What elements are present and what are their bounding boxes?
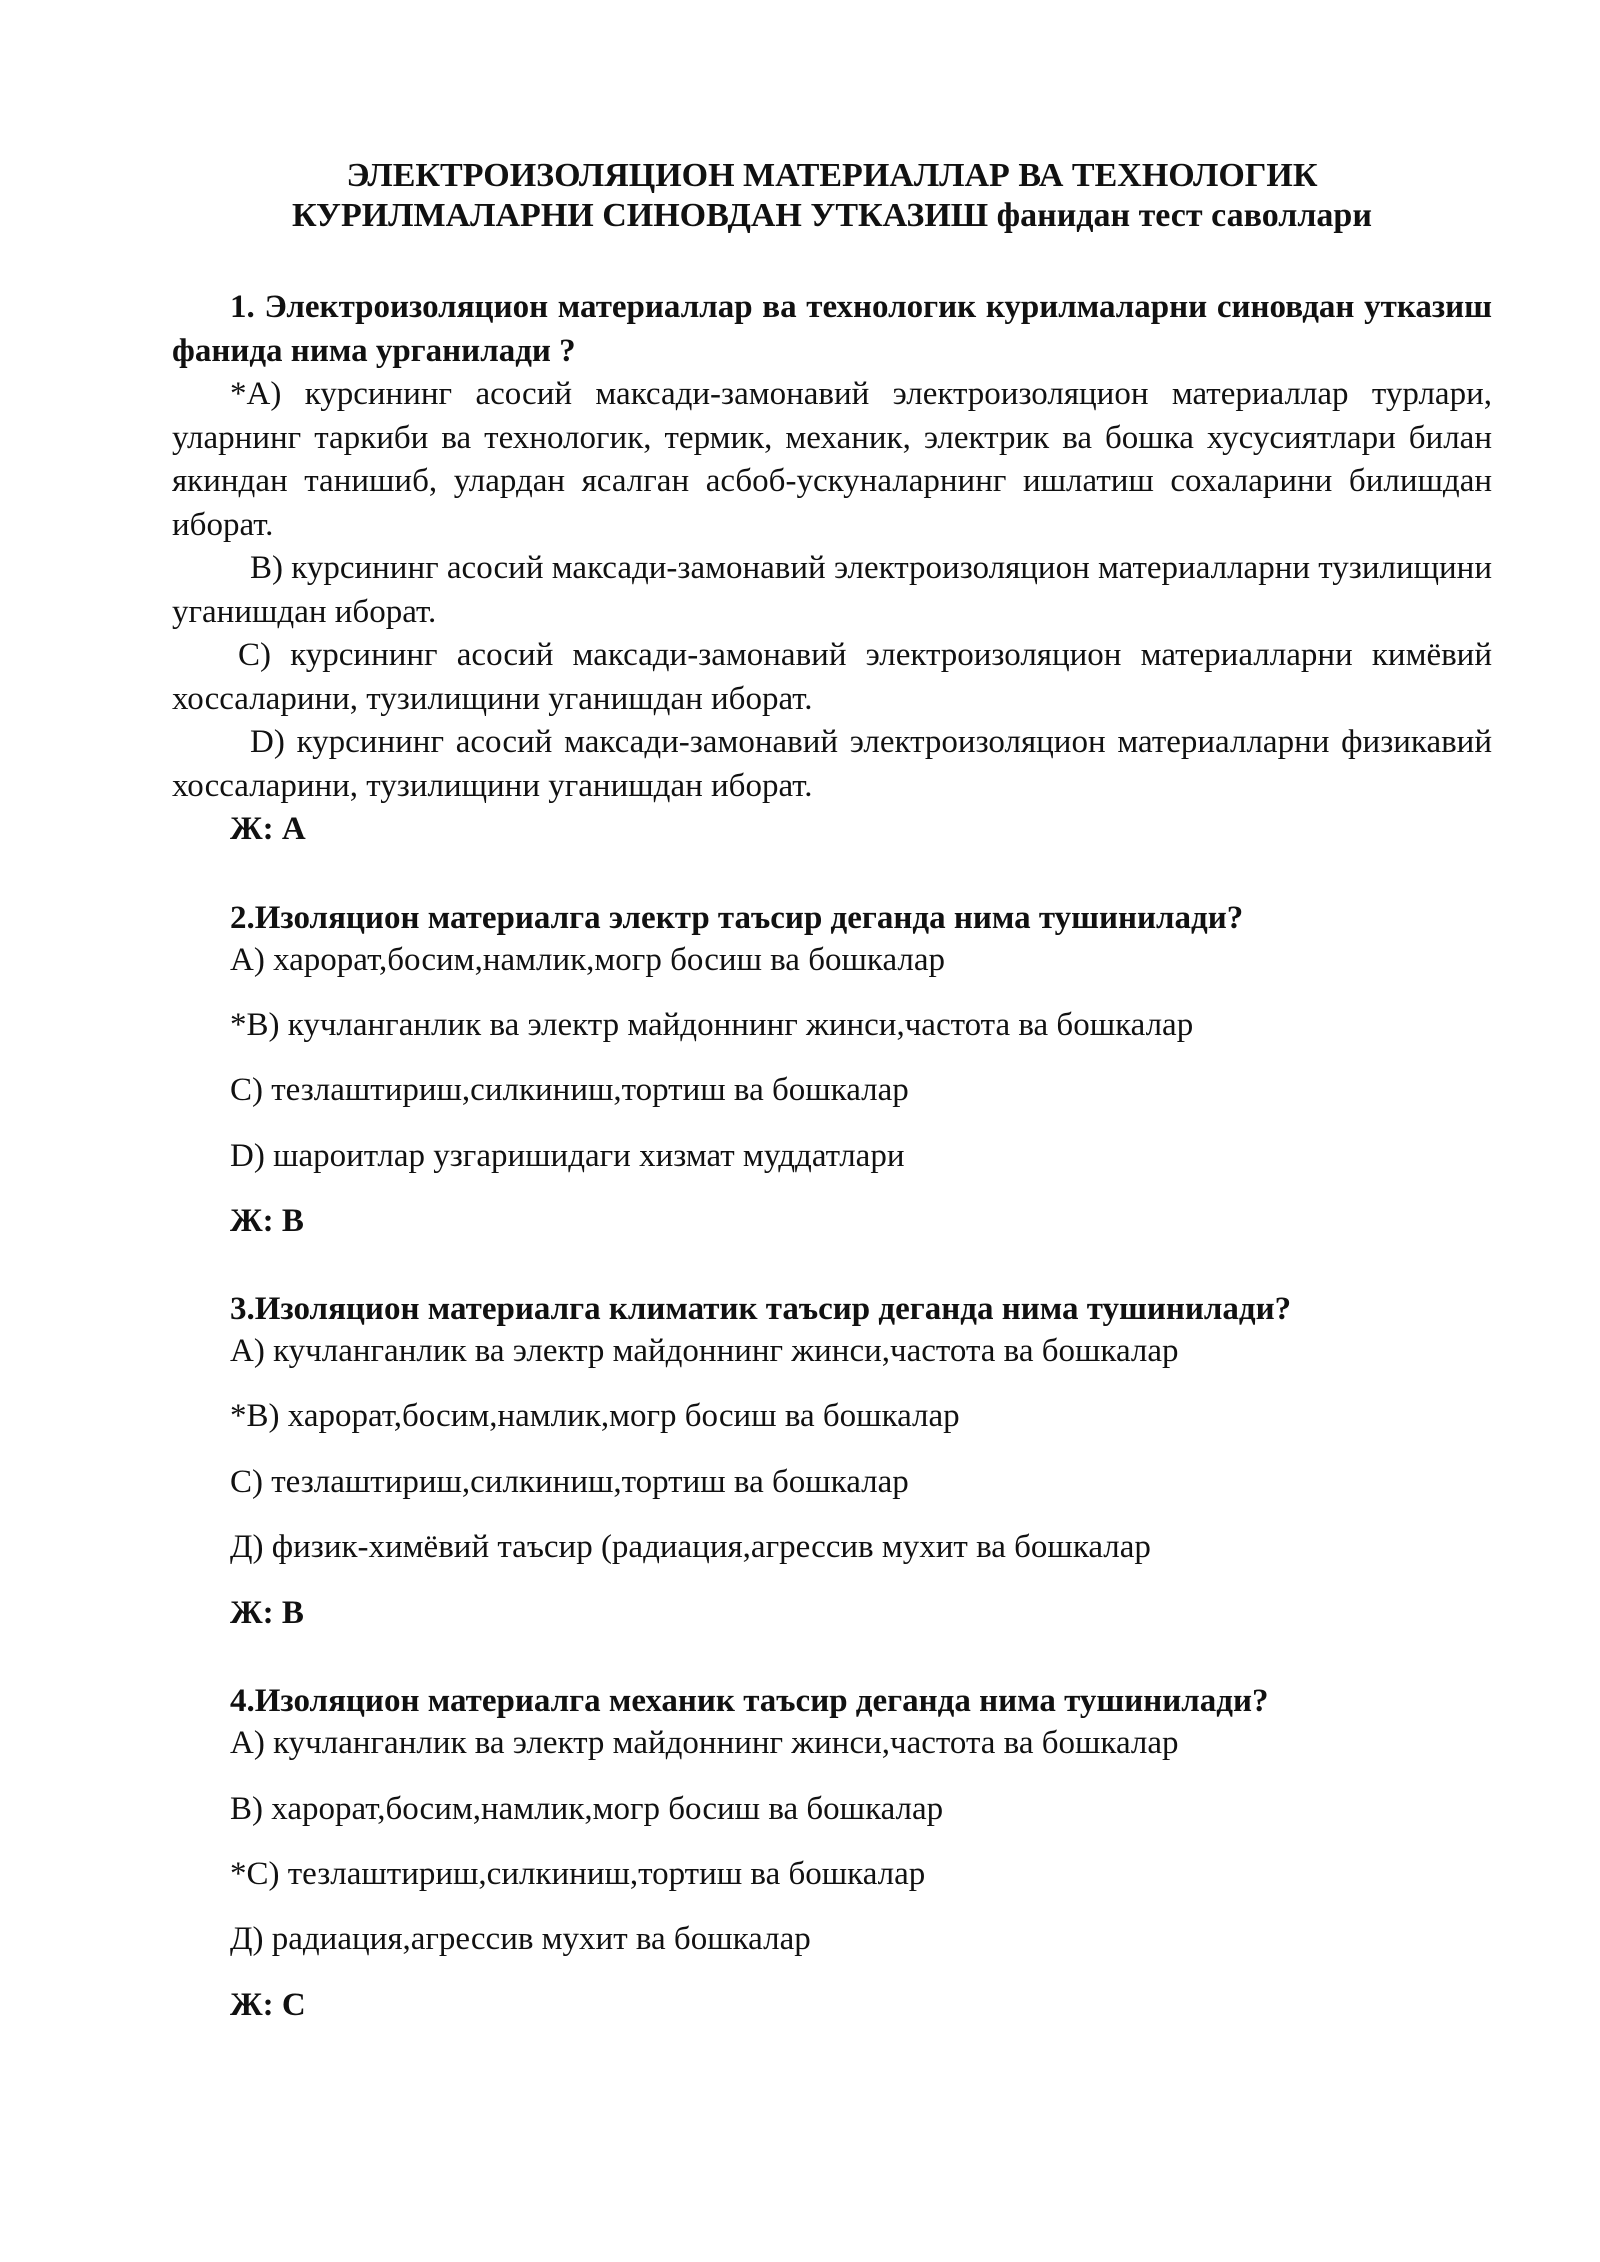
title-line-1: ЭЛЕКТРОИЗОЛЯЦИОН МАТЕРИАЛЛАР ВА ТЕХНОЛОГИК xyxy=(346,157,1318,194)
question-2-option-c: С) тезлаштириш,силкиниш,тортиш ва бошкалар xyxy=(230,1072,909,1108)
question-4-option-c: *С) тезлаштириш,силкиниш,тортиш ва бошкалар xyxy=(230,1856,926,1892)
question-4-option-b: В) харорат,босим,намлик,могр босиш ва бошкалар xyxy=(230,1791,944,1827)
question-1-option-b: В) курсининг асосий максади-замонавий электроизоляцион материалларни тузилищини уганишдан иборат. xyxy=(172,550,1492,630)
question-3-text: 3.Изоляцион материалга климатик таъсир деганда нима тушинилади? xyxy=(230,1291,1292,1327)
question-1-answer: Ж: А xyxy=(230,811,306,847)
question-1-option-d: D) курсининг асосий максади-замонавий электроизоляцион материалларни физикавий хоссаларини, тузилищини уганишдан иборат. xyxy=(172,724,1492,804)
question-3-option-a: А) кучланганлик ва электр майдоннинг жинси,частота ва бошкалар xyxy=(230,1333,1179,1369)
question-3-answer: Ж: В xyxy=(230,1595,304,1631)
question-3-option-b: *В) харорат,босим,намлик,могр босиш ва бошкалар xyxy=(230,1398,960,1434)
question-2-option-b: *В) кучланганлик ва электр майдоннинг жинси,частота ва бошкалар xyxy=(230,1007,1194,1043)
question-1-text: 1. Электроизоляцион материаллар ва технологик курилмаларни синовдан утказиш фанида нима урганилади ? xyxy=(172,289,1492,369)
question-3-option-c: С) тезлаштириш,силкиниш,тортиш ва бошкалар xyxy=(230,1464,909,1500)
question-3-option-d: Д) физик-химёвий таъсир (радиация,агрессив мухит ва бошкалар xyxy=(230,1529,1151,1565)
question-1 xyxy=(172,286,1492,808)
document-title xyxy=(172,156,1492,236)
question-2-text: 2.Изоляцион материалга электр таъсир деганда нима тушинилади? xyxy=(230,900,1244,936)
question-2-option-d: D) шароитлар узгаришидаги хизмат муддатлари xyxy=(230,1138,905,1174)
question-4-option-a: А) кучланганлик ва электр майдоннинг жинси,частота ва бошкалар xyxy=(230,1725,1179,1761)
question-2-answer: Ж: В xyxy=(230,1203,304,1239)
question-4-option-d: Д) радиация,агрессив мухит ва бошкалар xyxy=(230,1921,811,1957)
question-1-option-a: *А) курсининг асосий максади-замонавий электроизоляцион материаллар турлари, уларнинг таркиби ва технологик, термик, механик, электрик ва бошка хусусиятлари билан якиндан танишиб, улардан ясалган асбоб-ускуналарнинг ишлатиш сохаларини билишдан иборат. xyxy=(172,376,1492,543)
question-4-text: 4.Изоляцион материалга механик таъсир деганда нима тушинилади? xyxy=(230,1683,1269,1719)
question-1-option-c: С) курсининг асосий максади-замонавий электроизоляцион материалларни кимёвий хоссаларини, тузилищини уганишдан иборат. xyxy=(172,637,1492,717)
question-4-answer: Ж: С xyxy=(230,1987,306,2023)
title-line-2: КУРИЛМАЛАРНИ СИНОВДАН УТКАЗИШ фанидан тест саволлари xyxy=(292,197,1372,234)
question-2-option-a: А) харорат,босим,намлик,могр босиш ва бошкалар xyxy=(230,942,945,978)
